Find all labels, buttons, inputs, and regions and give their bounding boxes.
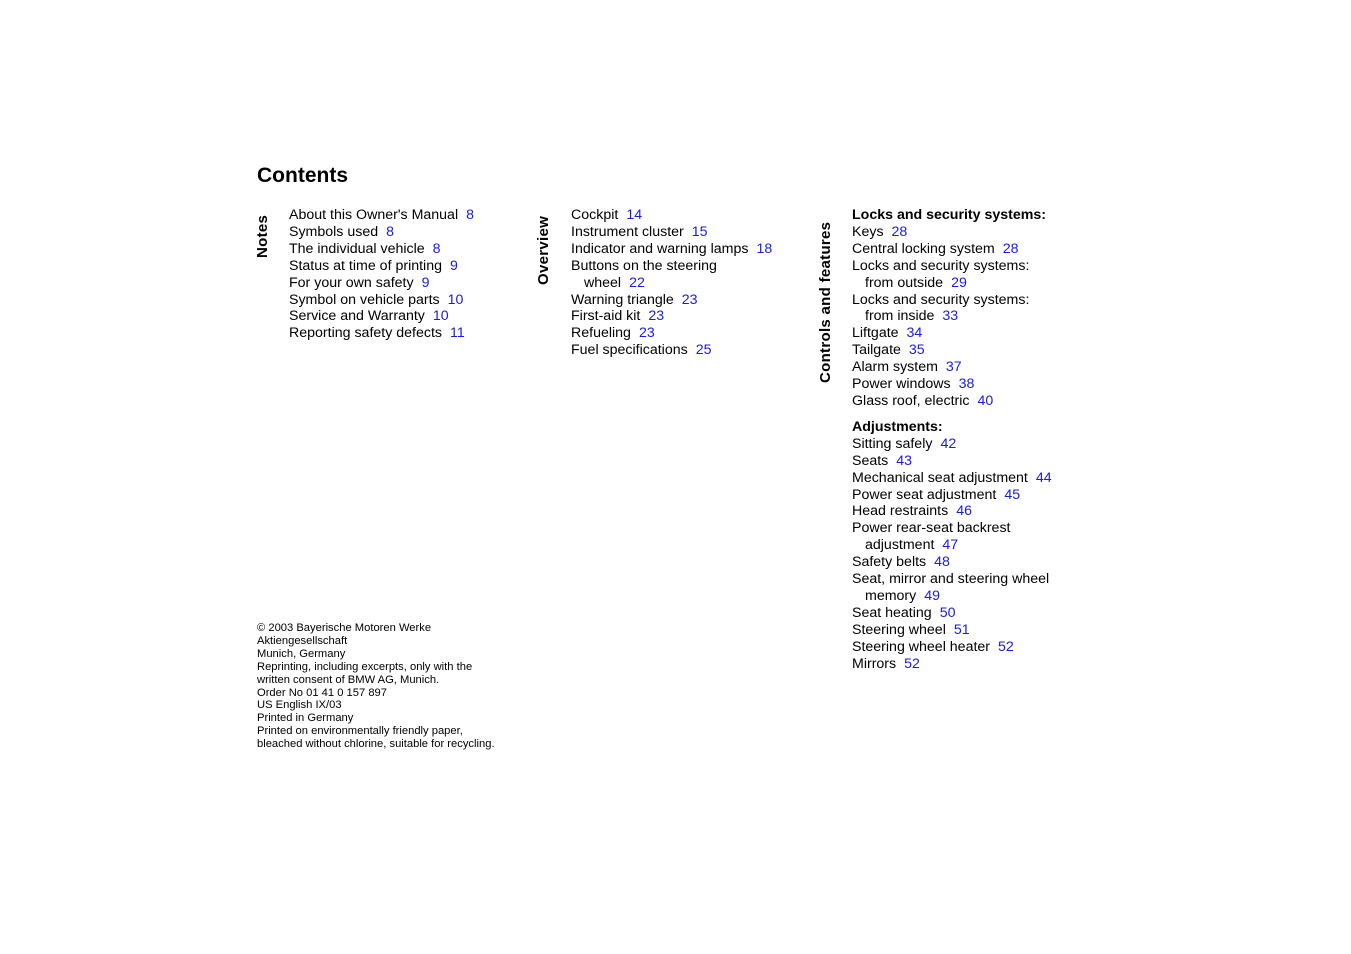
- toc-entry[interactable]: [289, 308, 474, 325]
- imprint-line: written consent of BMW AG, Munich.: [257, 673, 440, 686]
- toc-page-link[interactable]: 37: [945, 359, 962, 376]
- toc-entry-label: Mirrors: [852, 655, 897, 672]
- toc-page-link[interactable]: 48: [934, 554, 950, 571]
- toc-page-link[interactable]: 43: [896, 452, 913, 469]
- toc-page-link[interactable]: 9: [450, 257, 458, 274]
- toc-entry-label: First-aid kit: [571, 308, 641, 325]
- imprint-line: Printed on environmentally friendly paper,: [257, 725, 463, 738]
- toc-entry[interactable]: [852, 656, 1052, 673]
- toc-entry-label: Seat heating: [852, 604, 932, 621]
- toc-entry-label: memory: [865, 587, 917, 604]
- toc-entry-label: Steering wheel: [852, 621, 946, 638]
- toc-entry-continuation[interactable]: [852, 275, 1052, 292]
- toc-page-link[interactable]: 10: [432, 308, 449, 325]
- toc-entry[interactable]: [289, 292, 474, 309]
- toc-entry-label: Power windows: [852, 376, 951, 393]
- toc-page-link[interactable]: 28: [891, 223, 908, 240]
- toc-page-link[interactable]: 33: [942, 308, 959, 325]
- toc-entry[interactable]: [852, 359, 1052, 376]
- toc-entry[interactable]: [289, 258, 474, 275]
- toc-page-link[interactable]: 23: [648, 308, 665, 325]
- imprint-line: Printed in Germany: [257, 712, 354, 725]
- toc-page-link[interactable]: 22: [629, 274, 645, 291]
- toc-entry-label: Power rear-seat backrest: [852, 520, 1011, 537]
- toc-page-link[interactable]: 9: [421, 274, 430, 291]
- toc-page-link[interactable]: 50: [939, 604, 956, 621]
- toc-page-link[interactable]: 52: [998, 638, 1014, 655]
- toc-entry-label: Locks and security systems:: [852, 291, 1030, 308]
- toc-page-link[interactable]: 45: [1004, 486, 1021, 503]
- toc-entry-label: Tailgate: [852, 342, 901, 359]
- toc-entry[interactable]: [852, 453, 1052, 470]
- toc-entry-label: Fuel specifications: [571, 342, 688, 359]
- toc-page-link[interactable]: 44: [1035, 469, 1052, 486]
- toc-entry-label: Instrument cluster: [571, 223, 684, 240]
- section-tab-controls-and-features: Controls and features: [817, 221, 834, 383]
- imprint-block: [257, 622, 495, 751]
- toc-entry[interactable]: [852, 241, 1052, 258]
- section-tab-overview: Overview: [535, 215, 552, 285]
- toc-entry[interactable]: [571, 325, 772, 342]
- toc-page-link[interactable]: 8: [466, 207, 474, 223]
- imprint-line: Munich, Germany: [257, 647, 346, 660]
- toc-entry-label: The individual vehicle: [289, 240, 425, 257]
- toc-entry-label: Symbol on vehicle parts: [289, 291, 440, 308]
- toc-entry-label: Locks and security systems:: [852, 257, 1030, 274]
- toc-entry[interactable]: [852, 605, 1052, 622]
- toc-entry-label: For your own safety: [289, 274, 414, 291]
- group-spacer: [852, 410, 1052, 419]
- imprint-line: bleached without chlorine, suitable for recycling.: [257, 738, 495, 751]
- toc-entry[interactable]: [852, 342, 1052, 359]
- toc-entry[interactable]: [852, 470, 1052, 487]
- toc-entry-label: Mechanical seat adjustment: [852, 469, 1028, 486]
- toc-page-link[interactable]: 10: [447, 291, 464, 308]
- imprint-line: Aktiengesellschaft: [257, 634, 348, 647]
- toc-column-controls: [852, 207, 1052, 672]
- toc-entry[interactable]: [571, 292, 772, 309]
- toc-entry-continuation[interactable]: [852, 588, 1052, 605]
- toc-entry-continuation[interactable]: [852, 537, 1052, 554]
- toc-entry[interactable]: [571, 207, 772, 224]
- toc-entry[interactable]: [289, 275, 474, 292]
- toc-entry[interactable]: [289, 207, 474, 224]
- toc-entry-continuation[interactable]: [571, 275, 772, 292]
- toc-entry[interactable]: [289, 325, 474, 342]
- page-title: Contents: [257, 164, 348, 187]
- imprint-line: © 2003 Bayerische Motoren Werke: [257, 622, 432, 634]
- toc-page-link[interactable]: 40: [977, 392, 994, 409]
- toc-entry-label: Glass roof, electric: [852, 392, 970, 409]
- imprint-line: Order No 01 41 0 157 897: [257, 686, 387, 699]
- toc-entry[interactable]: [289, 224, 474, 241]
- toc-column-overview: [571, 207, 772, 359]
- toc-page-link[interactable]: 42: [940, 435, 957, 452]
- toc-entry[interactable]: [852, 292, 1052, 309]
- toc-page-link[interactable]: 51: [953, 621, 970, 638]
- toc-entry-label: Symbols used: [289, 223, 379, 240]
- toc-entry-label: Seats: [852, 452, 889, 469]
- toc-page-link[interactable]: 11: [450, 325, 465, 342]
- toc-entry-label: Seat, mirror and steering wheel: [852, 571, 1050, 588]
- toc-group-heading: Adjustments:: [852, 418, 943, 435]
- toc-entry[interactable]: [571, 308, 772, 325]
- toc-entry-label: Keys: [852, 223, 884, 240]
- toc-page-link[interactable]: 46: [956, 503, 972, 520]
- toc-page-link[interactable]: 18: [756, 240, 773, 257]
- toc-entry[interactable]: [852, 224, 1052, 241]
- toc-entry[interactable]: [852, 376, 1052, 393]
- toc-entry-label: Steering wheel heater: [852, 638, 991, 655]
- toc-page-link[interactable]: 38: [958, 376, 975, 393]
- toc-group-heading: Locks and security systems:: [852, 207, 1046, 223]
- toc-entry-label: About this Owner's Manual: [289, 207, 459, 223]
- imprint-line: Reprinting, including excerpts, only with the: [257, 660, 473, 673]
- toc-entry[interactable]: [852, 520, 1052, 537]
- toc-entry-label: from inside: [865, 308, 935, 325]
- toc-entry-label: Reporting safety defects: [289, 325, 442, 342]
- toc-entry[interactable]: [852, 571, 1052, 588]
- toc-entry-label: adjustment: [865, 537, 935, 554]
- toc-entry[interactable]: [571, 258, 772, 275]
- toc-entry[interactable]: [571, 342, 772, 359]
- toc-page-link[interactable]: 28: [1002, 240, 1019, 257]
- toc-page-link[interactable]: 15: [691, 223, 708, 240]
- toc-entry-label: Warning triangle: [571, 291, 674, 308]
- toc-entry-label: Service and Warranty: [289, 308, 425, 325]
- toc-entry-label: Buttons on the steering: [571, 257, 717, 274]
- toc-entry-label: Indicator and warning lamps: [571, 240, 749, 257]
- toc-column-notes: [289, 207, 474, 342]
- toc-entry-label: Alarm system: [852, 359, 938, 376]
- toc-page-link[interactable]: 52: [904, 655, 920, 672]
- toc-entry[interactable]: [852, 393, 1052, 410]
- toc-entry-label: from outside: [865, 274, 944, 291]
- toc-page-link[interactable]: 35: [908, 342, 925, 359]
- toc-entry[interactable]: [571, 241, 772, 258]
- toc-page-link[interactable]: 29: [951, 274, 967, 291]
- toc-entry-label: Central locking system: [852, 240, 995, 257]
- toc-entry[interactable]: [852, 503, 1052, 520]
- toc-entry-label: wheel: [584, 274, 622, 291]
- toc-page-link[interactable]: 25: [695, 342, 712, 359]
- toc-page-link[interactable]: 23: [681, 291, 698, 308]
- toc-entry-label: Sitting safely: [852, 435, 933, 452]
- toc-page-link[interactable]: 8: [386, 223, 394, 240]
- toc-entry-continuation[interactable]: [852, 308, 1052, 325]
- toc-entry[interactable]: [852, 554, 1052, 571]
- toc-page-link[interactable]: 47: [942, 537, 959, 554]
- toc-entry[interactable]: [289, 241, 474, 258]
- toc-entry[interactable]: [852, 622, 1052, 639]
- toc-entry-label: Refueling: [571, 325, 631, 342]
- toc-entry-label: Cockpit: [571, 207, 619, 223]
- toc-entry-label: Liftgate: [852, 325, 899, 342]
- toc-page-link[interactable]: 8: [432, 240, 441, 257]
- toc-page-link[interactable]: 49: [924, 587, 941, 604]
- toc-page-link[interactable]: 34: [906, 325, 923, 342]
- toc-page-link[interactable]: 23: [638, 325, 655, 342]
- toc-entry[interactable]: [852, 325, 1052, 342]
- toc-entry-label: Power seat adjustment: [852, 486, 997, 503]
- toc-page-link[interactable]: 14: [626, 207, 643, 223]
- toc-entry-label: Head restraints: [852, 503, 949, 520]
- imprint-line: US English IX/03: [257, 699, 342, 712]
- toc-entry[interactable]: [852, 639, 1052, 656]
- toc-entry-label: Status at time of printing: [289, 257, 442, 274]
- toc-entry[interactable]: [571, 224, 772, 241]
- toc-entry-label: Safety belts: [852, 554, 927, 571]
- toc-entry[interactable]: [852, 258, 1052, 275]
- toc-entry[interactable]: [852, 487, 1052, 504]
- toc-entry[interactable]: [852, 436, 1052, 453]
- section-tab-notes: Notes: [254, 214, 271, 258]
